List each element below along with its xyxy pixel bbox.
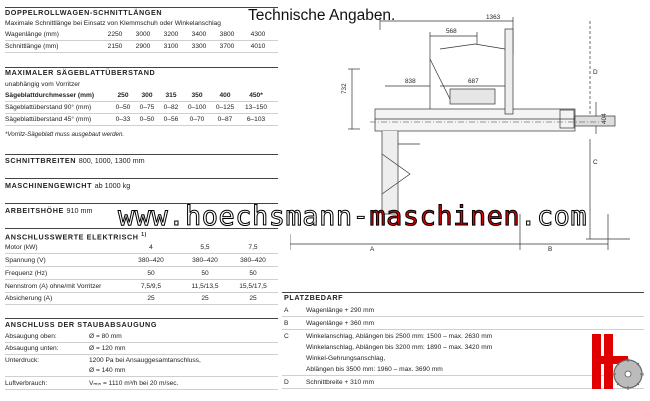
rollwagen-title: DOPPELROLLWAGEN-SCHNITTLÄNGEN: [5, 8, 163, 17]
table-header-row: Sägeblattdurchmesser (mm) 250 300 315 350 400 450*: [5, 91, 278, 102]
section-rule: [5, 318, 278, 319]
machine-table: [375, 109, 575, 131]
platzbedarf-title: PLATZBEDARF: [284, 293, 344, 302]
dim-1363: 1363: [486, 14, 501, 21]
table-row: Ø = 140 mm: [5, 366, 278, 377]
arbeitshoehe-title: ARBEITSHÖHE: [5, 206, 64, 215]
gewicht-value: ab 1000 kg: [94, 181, 131, 190]
saege-title: MAXIMALER SÄGEBLATTÜBERSTAND: [5, 68, 156, 77]
table-row: Schnittlänge (mm) 2150 2900 3100 3300 3700 4010: [5, 42, 278, 53]
gewicht-title: MASCHINENGEWICHT: [5, 181, 93, 190]
arbeitshoehe-value: 910 mm: [66, 206, 93, 215]
dim-404: 404: [601, 113, 608, 124]
list-item: B Wagenlänge + 360 mm: [282, 319, 644, 330]
table-row: Sägeblattüberstand 45° (mm) 0–33 0–50 0–56 0–70 0–87 6–103: [5, 115, 278, 126]
table-row: Sägeblattüberstand 90° (mm) 0–50 0–75 0–82 0–100 0–125 13–150: [5, 103, 278, 114]
table-row: Motor (kW) 4 5,5 7,5: [5, 243, 278, 254]
gewicht-section: [5, 181, 278, 191]
footnote: *Vorritz-Sägeblatt muss ausgebaut werden.: [5, 131, 125, 138]
list-item: A Wagenlänge + 290 mm: [282, 306, 644, 317]
machine-drawing: [290, 14, 642, 276]
elektrisch-sup: 1): [141, 232, 147, 238]
overhead-guard-post: [505, 29, 513, 114]
dim-568: 568: [446, 28, 457, 35]
table-row: Absaugung unten: Ø = 120 mm: [5, 344, 278, 355]
schnittbreiten-title: SCHNITTBREITEN: [5, 156, 77, 165]
table-row: Absaugung oben: Ø = 80 mm: [5, 332, 278, 343]
list-item: Ablängen bis 3500 mm: 1960 – max. 3690 mm: [282, 365, 644, 376]
list-item: Winkel-Gehrungsanschlag,: [306, 355, 386, 362]
table-row: Spannung (V) 380–420 380–420 380–420: [5, 256, 278, 267]
side-extension: [575, 116, 615, 126]
dim-d: D: [593, 69, 598, 76]
dim-b: B: [548, 246, 553, 253]
table-row: Absicherung (A) 25 25 25: [5, 294, 278, 305]
list-item: Winkelanschlag, Ablängen bis 3200 mm: 1890 – max. 3420 mm: [306, 344, 493, 351]
table-row: Nennstrom (A) ohne/mit Vorritzer 7,5/9,5 11,5/13,5 15,5/17,5: [5, 282, 278, 293]
rollwagen-subtitle: Maximale Schnittlänge bei Einsatz von Klemmschuh oder Winkelanschlag: [5, 20, 221, 27]
list-item: C Winkelanschlag, Ablängen bis 2500 mm: 1500 – max. 2630 mm: [284, 333, 493, 340]
watermark: www.hoechsmann-maschinen.com: [118, 201, 588, 232]
table-row: Unterdruck: 1200 Pa bei Ansauggesamtanschluss,: [5, 357, 201, 364]
section-rule: [5, 154, 278, 155]
table-row: Wagenlänge (mm) 2250 3000 3200 3400 3800 4300: [5, 30, 278, 41]
staub-title: ANSCHLUSS DER STAUBABSAUGUNG: [5, 320, 158, 329]
schnittbreiten-section: [5, 156, 278, 166]
dim-c: C: [593, 159, 598, 166]
list-item: D Schnittbreite + 310 mm: [282, 378, 644, 389]
saege-subtitle: unabhängig vom Vorritzer: [5, 81, 81, 88]
hoechsmann-logo: [590, 330, 646, 396]
dim-a: A: [370, 246, 375, 253]
elektrisch-title: ANSCHLUSSWERTE ELEKTRISCH: [5, 232, 139, 242]
dim-838: 838: [405, 78, 416, 85]
page-title: Technische Angaben.: [248, 7, 396, 24]
schnittbreiten-value: 800, 1000, 1300 mm: [78, 156, 145, 165]
section-rule: [5, 178, 278, 179]
table-row: Frequenz (Hz) 50 50 50: [5, 269, 278, 280]
dim-687: 687: [468, 78, 479, 85]
dim-732: 732: [341, 83, 348, 94]
table-row: Luftverbrauch: Vₘᵢₙ = 1110 m³/h bei 20 m/sec.: [5, 379, 278, 390]
